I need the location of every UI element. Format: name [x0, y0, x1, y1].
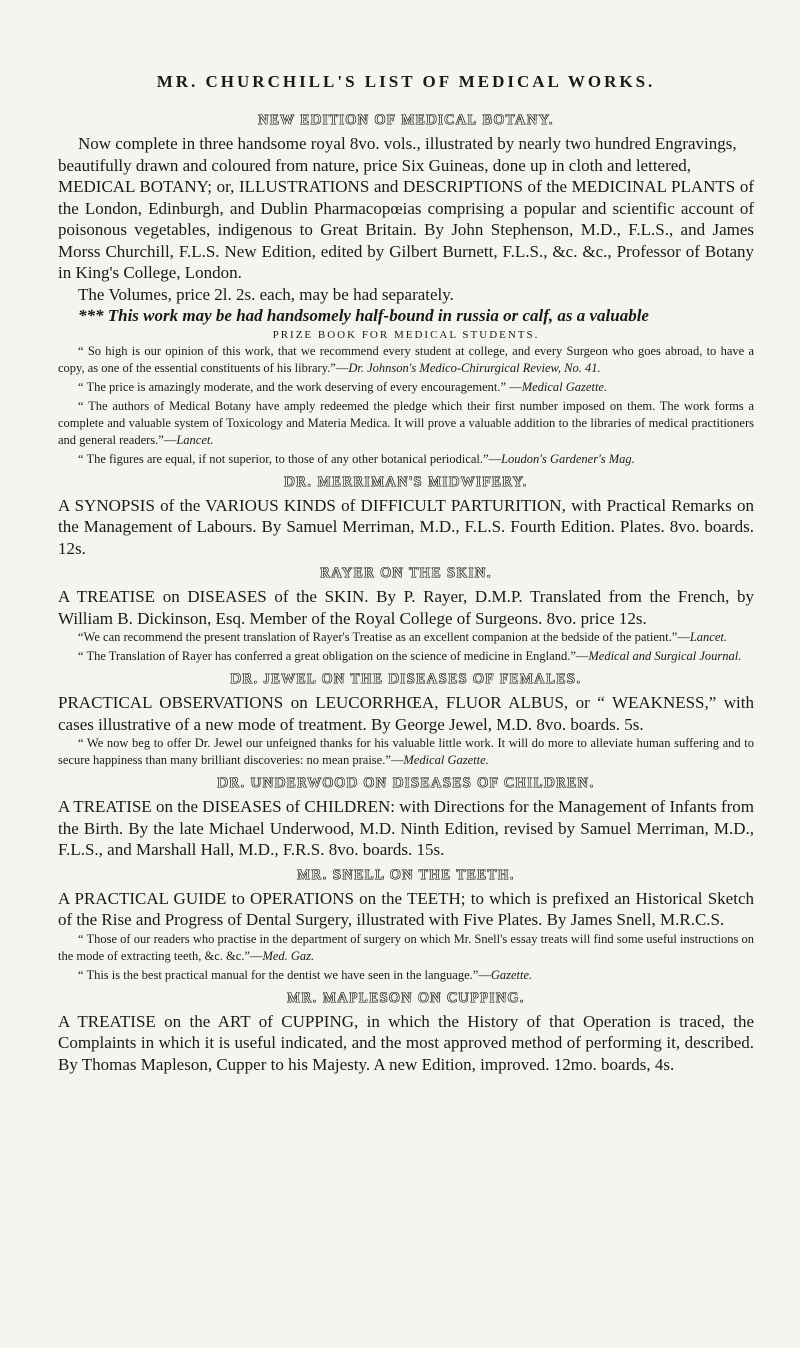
section-rayer-skin: [58, 565, 754, 665]
review-source: Medical Gazette.: [521, 379, 608, 394]
section-jewel-females: [58, 671, 754, 769]
section-heading: [58, 671, 754, 688]
section-heading-text: DR. JEWEL ON THE DISEASES OF FEMALES.: [230, 671, 582, 687]
review: [58, 931, 754, 965]
prize-line: PRIZE BOOK FOR MEDICAL STUDENTS.: [272, 328, 540, 341]
review: [58, 398, 754, 449]
review-text: “ So high is our opinion of this work, that we recommend every student at college, and every Surgeon who goes abroad, to have a copy, as one of the essential constituents of his library.”—: [58, 343, 754, 375]
section-body: A TREATISE on DISEASES of the SKIN. By P. Rayer, D.M.P. Translated from the French, by William B. Dickinson, Esq. Member of the Royal College of Surgeons. 8vo. price 12s.: [58, 587, 754, 628]
section-heading-text: MR. MAPLESON ON CUPPING.: [287, 989, 525, 1006]
section-heading-text: NEW EDITION OF MEDICAL BOTANY.: [257, 112, 555, 128]
review: [58, 451, 754, 468]
section-body: A TREATISE on the DISEASES of CHILDREN: with Directions for the Management of Infants from the Birth. By the late Michael Underwood, M.D. Ninth Edition, revised by Samuel Merriman, M.D., F.L.S., and Marshall Hall, M.D., F.R.S. 8vo. boards. 15s.: [58, 797, 754, 859]
review: [58, 629, 754, 646]
section-heading-text: MR. SNELL ON THE TEETH.: [297, 866, 515, 883]
section-intro: Now complete in three handsome royal 8vo. vols., illustrated by nearly two hundred Engravings, beautifully drawn and coloured from nature, price Six Guineas, done up in cloth and lettered,: [58, 134, 737, 175]
review-text: “ The Translation of Rayer has conferred a great obligation on the science of medicine in England.”—: [78, 649, 589, 663]
section-heading: [58, 867, 754, 884]
section-heading-text: DR. MERRIMAN'S MIDWIFERY.: [284, 473, 528, 490]
review: [58, 648, 754, 665]
review-source: Medical Gazette.: [403, 753, 489, 767]
review-text: “ The figures are equal, if not superior, to those of any other botanical periodical.”—: [78, 451, 502, 466]
section-body: A SYNOPSIS of the VARIOUS KINDS of DIFFICULT PARTURITION, with Practical Remarks on the Management of Labours. By Samuel Merriman, M.D., F.L.S. Fourth Edition. Plates. 8vo. boards. 12s.: [58, 495, 754, 558]
review: [58, 735, 754, 769]
section-heading: [58, 565, 754, 582]
section-heading: [58, 990, 754, 1007]
section-heading: [58, 775, 754, 792]
review-source: Med. Gaz.: [262, 948, 315, 963]
section-body: PRACTICAL OBSERVATIONS on LEUCORRHŒA, FLUOR ALBUS, or “ WEAKNESS,” with cases illustrative of a new mode of treatment. By George Jewel, M.D. 8vo. boards. 5s.: [58, 693, 754, 734]
section-underwood-children: [58, 775, 754, 861]
section-snell-teeth: [58, 867, 754, 984]
review-source: Gazette.: [490, 967, 533, 982]
review-text: “ The authors of Medical Botany have amply redeemed the pledge which their first number imposed on them. The work forms a complete and valuable system of Toxicology and Materia Medica. It will prove a valuable addition to the libraries of medical practitioners and general readers.”—: [58, 398, 754, 447]
review: [58, 343, 754, 377]
review-text: “ We now beg to offer Dr. Jewel our unfeigned thanks for his valuable little work. It will do more to alleviate human suffering and to secure happiness than many brilliant discoveries: no mean praise.”—: [58, 736, 754, 767]
review: [58, 379, 754, 396]
section-note-text: *** This work may be had handsomely half-bound in russia or calf, as a valuable: [78, 306, 649, 325]
section-merriman-midwifery: [58, 474, 754, 560]
section-heading: [58, 112, 754, 129]
section-heading: [58, 474, 754, 491]
section-body: MEDICAL BOTANY; or, ILLUSTRATIONS and DESCRIPTIONS of the MEDICINAL PLANTS of the London, Edinburgh, and Dublin Pharmacopœias comprising a popular and scientific account of poisonous vegetables, indigenous to Great Britain. By John Stephenson, M.D., F.L.S., and James Morss Churchill, F.L.S. New Edition, edited by Gilbert Burnett, F.L.S., &c. &c., Professor of Botany in King's College, London.: [58, 177, 754, 282]
review-source: Lancet.: [689, 630, 727, 644]
section-heading-text: RAYER ON THE SKIN.: [319, 565, 492, 581]
section-body: A PRACTICAL GUIDE to OPERATIONS on the TEETH; to which is prefixed an Historical Sketch of the Rise and Progress of Dental Surgery, illustrated with Five Plates. By James Snell, M.R.C.S.: [58, 888, 754, 929]
running-head: MR. CHURCHILL'S LIST OF MEDICAL WORKS.: [156, 72, 656, 91]
review-source: Dr. Johnson's Medico-Chirurgical Review, No. 41.: [348, 360, 601, 375]
section-extra: The Volumes, price 2l. 2s. each, may be had separately.: [78, 284, 454, 304]
section-body: A TREATISE on the ART of CUPPING, in which the History of that Operation is traced, the Complaints in which it is useful indicated, and the most approved method of performing it, described. By Thomas Mapleson, Cupper to his Majesty. A new Edition, improved. 12mo. boards, 4s.: [58, 1011, 754, 1074]
section-note: [58, 305, 754, 327]
review: [58, 967, 754, 984]
review-text: “ This is the best practical manual for the dentist we have seen in the language.”—: [78, 967, 491, 982]
review-source: Medical and Surgical Journal.: [588, 649, 742, 663]
section-medical-botany: [58, 112, 754, 468]
review-text: “We can recommend the present translation of Rayer's Treatise as an excellent companion at the bedside of the patient.”—: [78, 630, 690, 644]
review-source: Loudon's Gardener's Mag.: [501, 451, 635, 466]
review-text: “ The price is amazingly moderate, and the work deserving of every encouragement.” —: [78, 379, 522, 394]
review-source: Lancet.: [176, 432, 214, 447]
section-mapleson-cupping: [58, 990, 754, 1076]
section-heading-text: DR. UNDERWOOD ON DISEASES OF CHILDREN.: [217, 775, 595, 791]
review-text: “ Those of our readers who practise in the department of surgery on which Mr. Snell's essay treats will find some useful instructions on the mode of extracting teeth, &c. &c.”—: [58, 931, 754, 963]
